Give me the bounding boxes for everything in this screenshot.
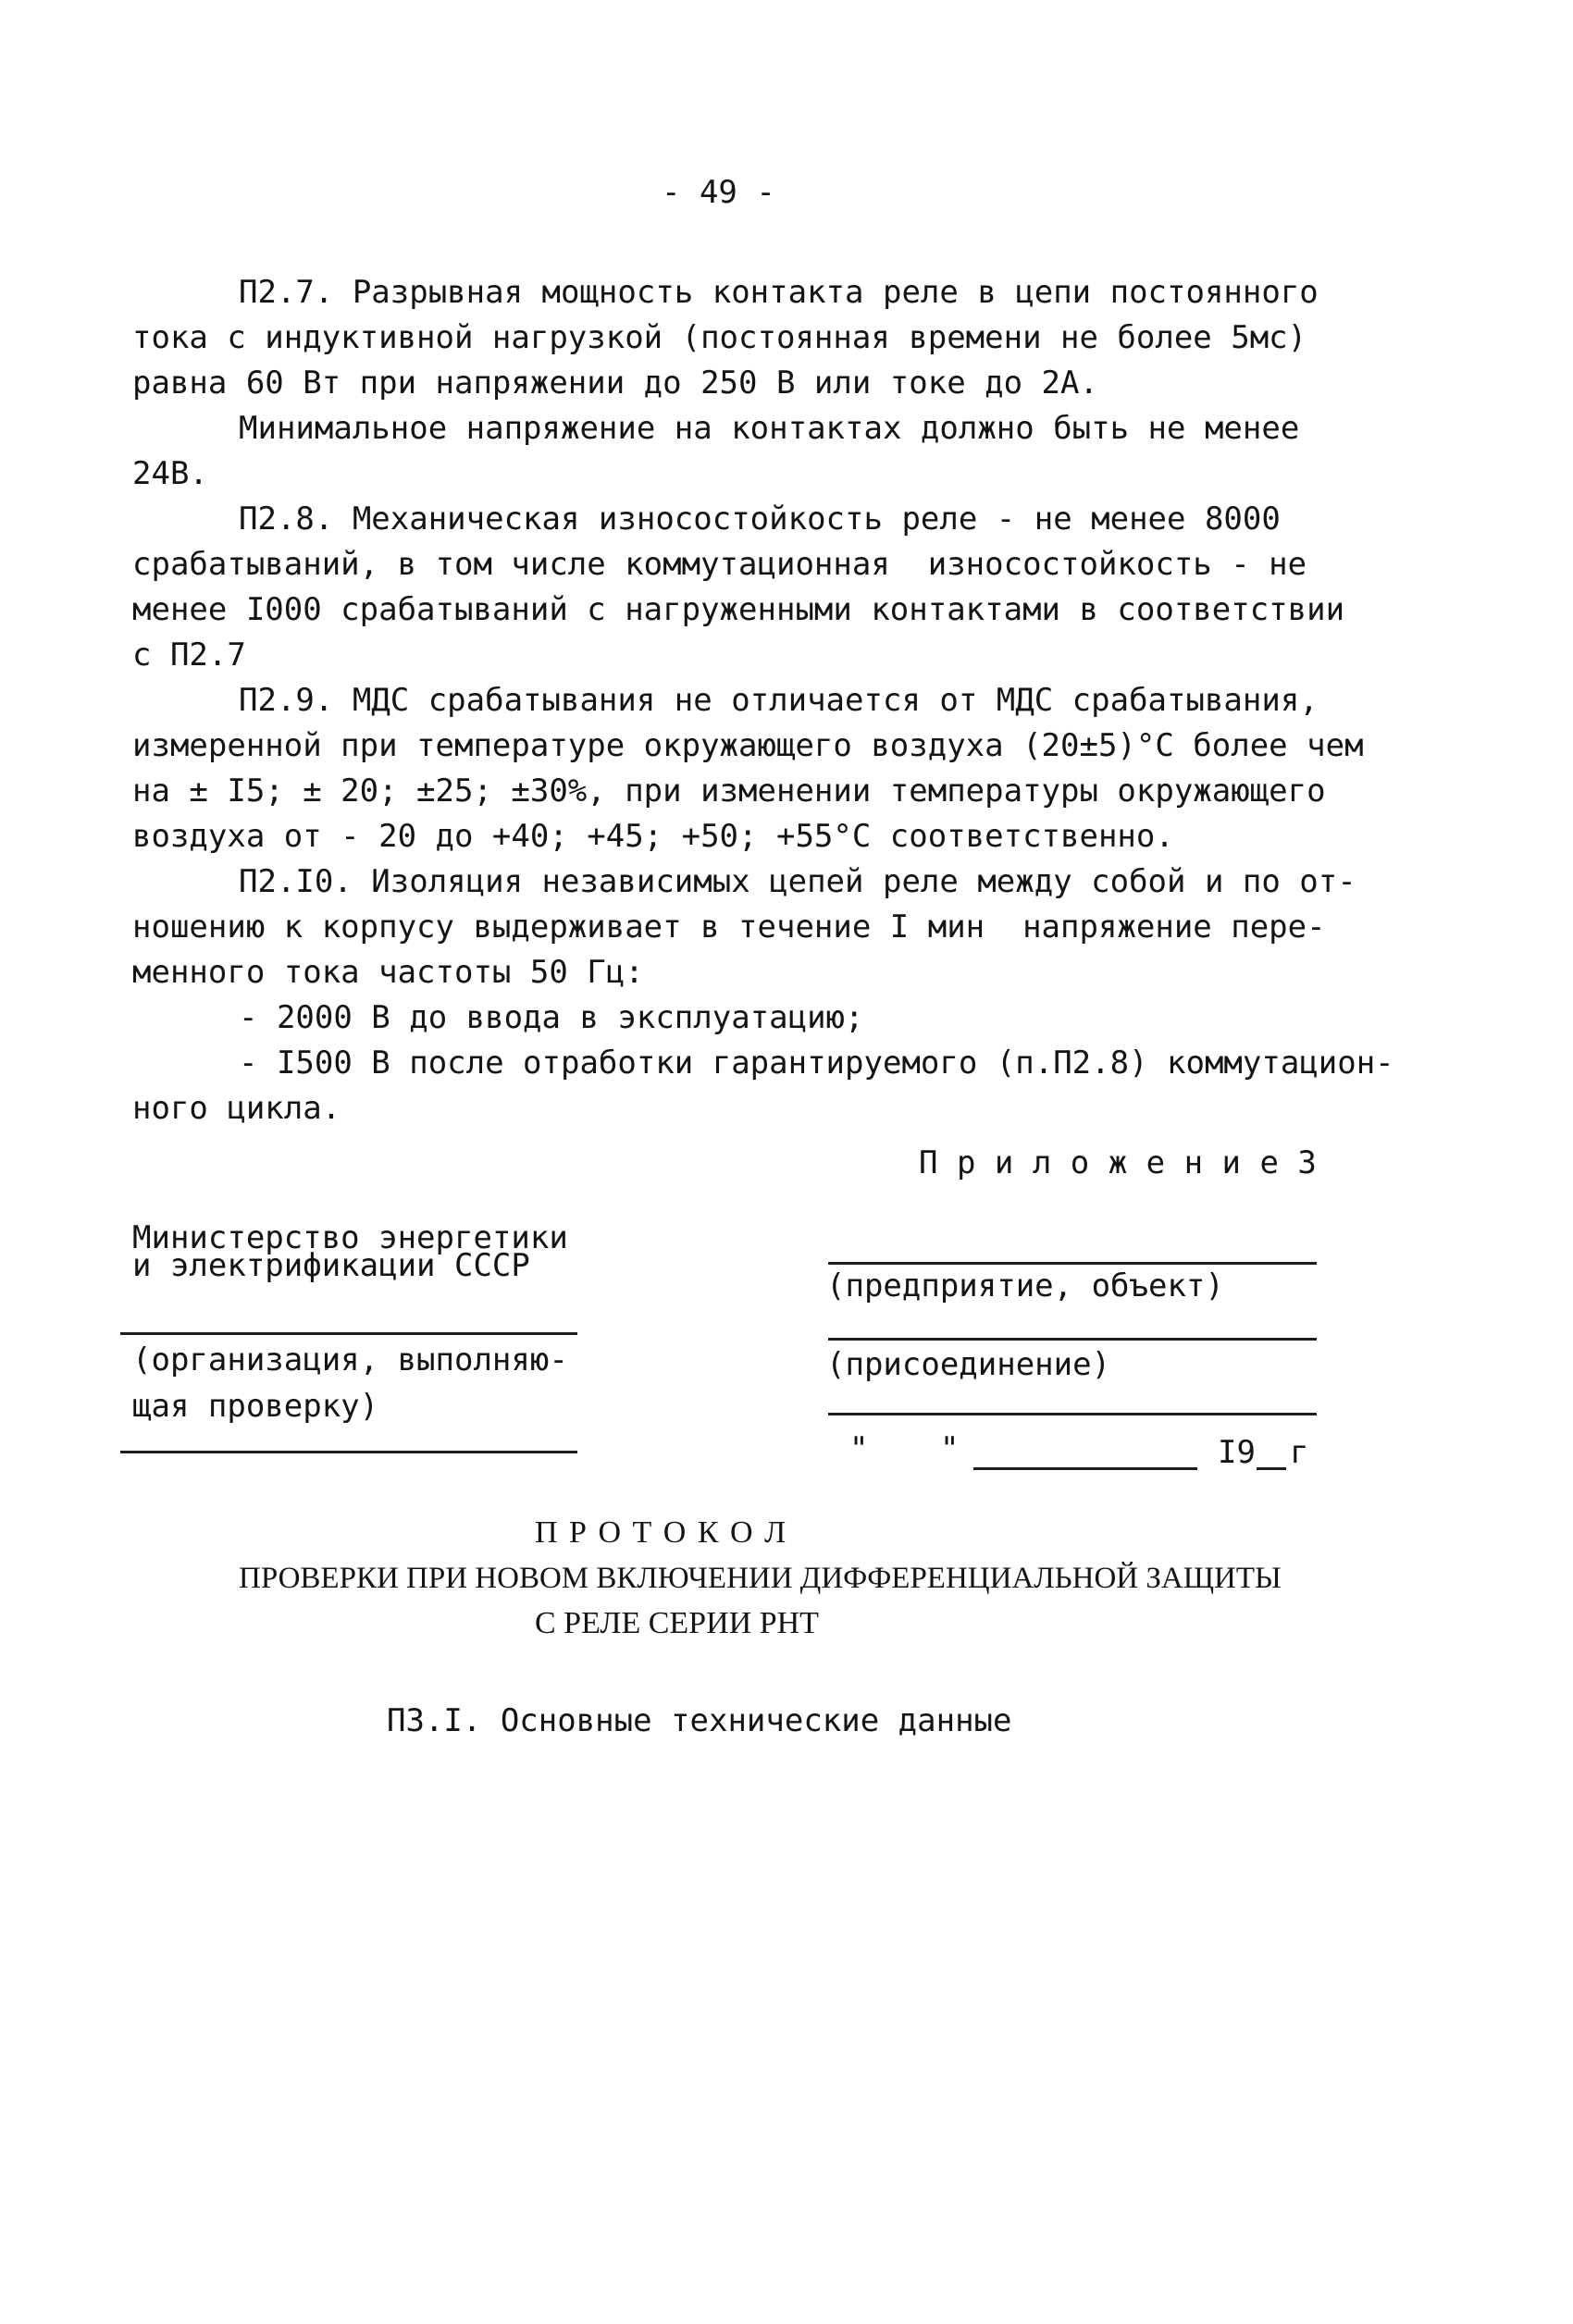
date-year-suffix: г: [1290, 1434, 1309, 1471]
p2-9-line-1: П2.9. МДС срабатывания не отличается от МДС срабатывания,: [239, 682, 1319, 719]
org-caption-line-2: щая проверку): [132, 1388, 379, 1425]
appendix-label: П р и л о ж е н и е 3: [919, 1144, 1317, 1181]
date-quote-open: ": [849, 1430, 869, 1467]
p2-10-line-5: - I500 В после отработки гарантируемого (п.П2.8) коммутацион-: [239, 1045, 1394, 1082]
enterprise-caption: (предприятие, объект): [826, 1267, 1224, 1304]
enterprise-field-line: [828, 1262, 1317, 1265]
p2-9-line-4: воздуха от - 20 до +40; +45; +50; +55°С соответственно.: [132, 818, 1174, 855]
p2-7-line-2: тока с индуктивной нагрузкой (постоянная времени не более 5мс): [132, 319, 1307, 356]
date-year-line: [1257, 1467, 1286, 1470]
p2-10-line-2: ношению к корпусу выдерживает в течение I мин напряжение пере-: [132, 909, 1326, 946]
date-year: I9: [1218, 1434, 1256, 1471]
connection-caption: (присоединение): [826, 1346, 1111, 1383]
p2-9-line-2: измеренной при температуре окружающего воздуха (20±5)°С более чем: [132, 727, 1364, 764]
p2-10-line-3: менного тока частоты 50 Гц:: [132, 954, 644, 991]
ministry-line-2: и электрификации СССР: [132, 1247, 530, 1284]
org-caption-line-1: (организация, выполняю-: [132, 1341, 568, 1378]
p2-10-line-1: П2.I0. Изоляция независимых цепей реле между собой и по от-: [239, 863, 1356, 900]
protocol-subtitle-1: ПРОВЕРКИ ПРИ НОВОМ ВКЛЮЧЕНИИ ДИФФЕРЕНЦИАЛЬНОЙ ЗАЩИТЫ: [239, 1562, 1282, 1595]
p2-8-line-4: с П2.7: [132, 637, 246, 674]
p2-7-line-3: равна 60 Вт при напряжении до 250 В или токе до 2А.: [132, 365, 1098, 402]
p2-9-line-3: на ± I5; ± 20; ±25; ±30%, при изменении температуры окружающего: [132, 773, 1326, 810]
protocol-subtitle-2: С РЕЛЕ СЕРИИ РНТ: [535, 1606, 819, 1640]
page-number: - 49 -: [662, 174, 775, 211]
min-voltage-line-2: 24В.: [132, 455, 208, 492]
section-heading: П3.I. Основные технические данные: [387, 1702, 1012, 1739]
org-field-line: [120, 1332, 577, 1335]
protocol-heading: П Р О Т О К О Л: [535, 1515, 788, 1550]
org-bottom-line: [120, 1451, 577, 1453]
p2-10-line-4: - 2000 В до ввода в эксплуатацию;: [239, 999, 864, 1036]
p2-8-line-1: П2.8. Механическая износостойкость реле - не менее 8000: [239, 501, 1281, 538]
ministry-line-1: Министерство энергетики: [132, 1219, 568, 1256]
date-month-line: [973, 1467, 1197, 1470]
connection-field-line: [828, 1338, 1317, 1341]
min-voltage-line-1: Минимальное напряжение на контактах должно быть не менее: [239, 410, 1300, 447]
p2-8-line-3: менее I000 срабатываний с нагруженными контактами в соответствии: [132, 591, 1345, 628]
p2-8-line-2: срабатываний, в том числе коммутационная износостойкость - не: [132, 546, 1307, 583]
p2-10-line-6: ного цикла.: [132, 1090, 341, 1127]
date-quote-close: ": [940, 1430, 960, 1467]
date-top-line: [828, 1413, 1317, 1415]
p2-7-line-1: П2.7. Разрывная мощность контакта реле в цепи постоянного: [239, 274, 1319, 311]
